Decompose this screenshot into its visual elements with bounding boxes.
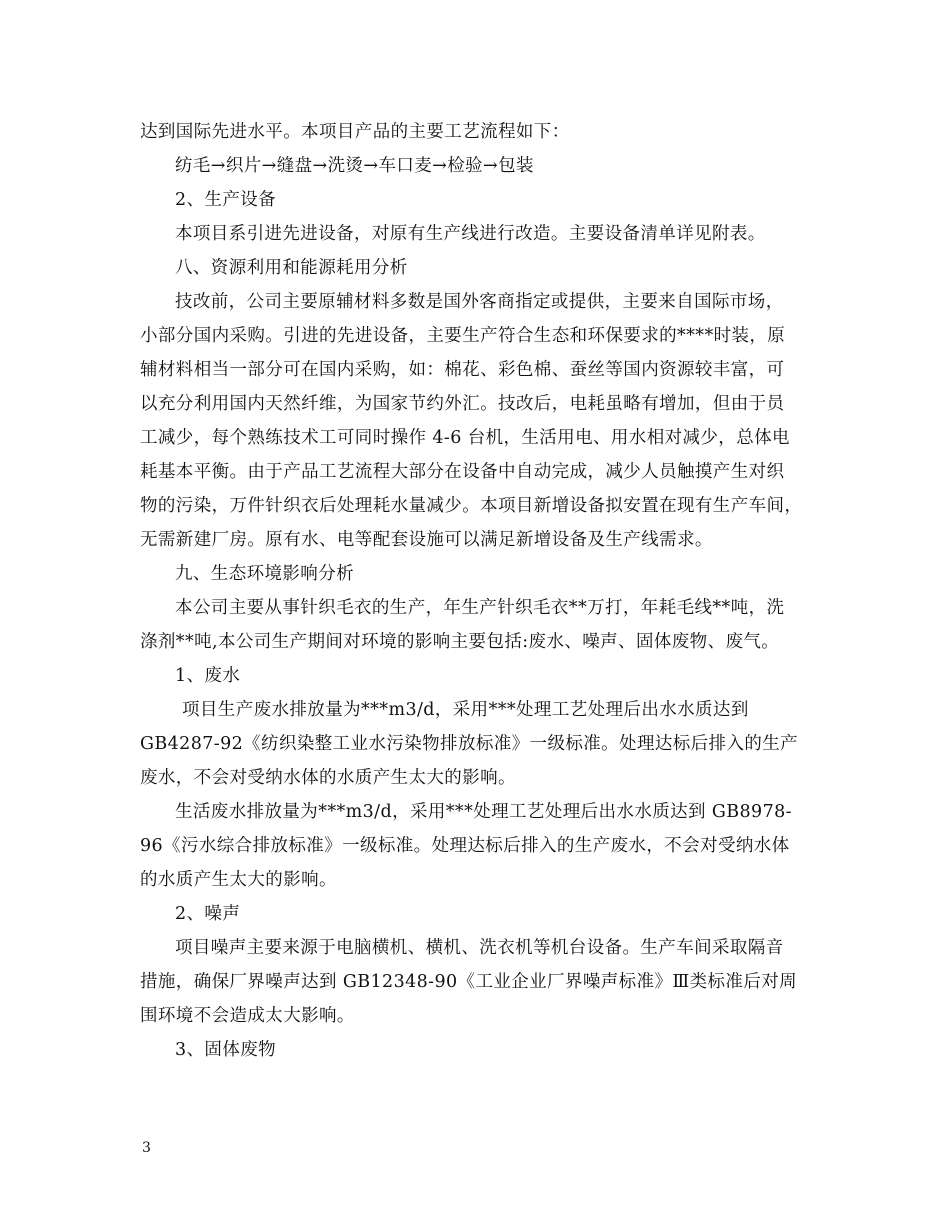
text-line: 措施，确保厂界噪声达到 GB12348-90《工业企业厂界噪声标准》Ⅲ类标准后对周 bbox=[140, 972, 798, 992]
subheading-wastewater: 1、废水 bbox=[175, 666, 241, 686]
text-line: 以充分利用国内天然纤维，为国家节约外汇。技改后，电耗虽略有增加，但由于员 bbox=[140, 394, 785, 414]
text-line: 工减少，每个熟练技术工可同时操作 4-6 台机，生活用电、用水相对减少，总体电 bbox=[140, 428, 790, 448]
text-line: 废水，不会对受纳水体的水质产生太大的影响。 bbox=[140, 768, 516, 788]
text-line: 技改前，公司主要原辅材料多数是国外客商指定或提供，主要来自国际市场， bbox=[175, 292, 784, 312]
text-line: GB4287-92《纺织染整工业水污染物排放标准》一级标准。处理达标后排入的生产 bbox=[140, 734, 799, 754]
text-line: 小部分国内采购。引进的先进设备，主要生产符合生态和环保要求的****时装，原 bbox=[140, 326, 786, 346]
text-line: 本公司主要从事针织毛衣的生产，年生产针织毛衣**万打，年耗毛线**吨，洗 bbox=[175, 598, 785, 618]
text-line: 耗基本平衡。由于产品工艺流程大部分在设备中自动完成，减少人员触摸产生对织 bbox=[140, 462, 785, 482]
text-line: 生活废水排放量为***m3/d，采用***处理工艺处理后出水水质达到 GB8978- bbox=[175, 802, 792, 822]
page-number: 3 bbox=[142, 1140, 151, 1156]
subheading-solid-waste: 3、固体废物 bbox=[175, 1040, 277, 1060]
text-line: 围环境不会造成太大影响。 bbox=[140, 1006, 355, 1026]
text-line: 的水质产生太大的影响。 bbox=[140, 870, 337, 890]
section-heading-resource-use: 八、资源利用和能源耗用分析 bbox=[175, 258, 408, 278]
text-line: 辅材料相当一部分可在国内采购，如：棉花、彩色棉、蚕丝等国内资源较丰富，可 bbox=[140, 360, 785, 380]
text-line: 96《污水综合排放标准》一级标准。处理达标后排入的生产废水，不会对受纳水体 bbox=[140, 836, 790, 856]
text-line: 项目生产废水排放量为***m3/d，采用***处理工艺处理后出水水质达到 bbox=[182, 700, 749, 720]
text-line: 本项目系引进先进设备，对原有生产线进行改造。主要设备清单详见附表。 bbox=[175, 224, 766, 244]
text-line: 项目噪声主要来源于电脑横机、横机、洗衣机等机台设备。生产车间采取隔音 bbox=[175, 938, 784, 958]
text-line: 达到国际先进水平。本项目产品的主要工艺流程如下： bbox=[140, 122, 570, 142]
text-line: 无需新建厂房。原有水、电等配套设施可以满足新增设备及生产线需求。 bbox=[140, 530, 713, 550]
process-flow-line: 纺毛→织片→缝盘→洗烫→车口麦→检验→包装 bbox=[175, 156, 534, 176]
text-line: 物的污染，万件针织衣后处理耗水量减少。本项目新增设备拟安置在现有生产车间， bbox=[140, 496, 803, 516]
section-heading-ecology: 九、生态环境影响分析 bbox=[175, 564, 354, 584]
subheading-production-equipment: 2、生产设备 bbox=[175, 190, 277, 210]
text-line: 涤剂**吨,本公司生产期间对环境的影响主要包括:废水、噪声、固体废物、废气。 bbox=[140, 632, 780, 652]
subheading-noise: 2、噪声 bbox=[175, 904, 241, 924]
